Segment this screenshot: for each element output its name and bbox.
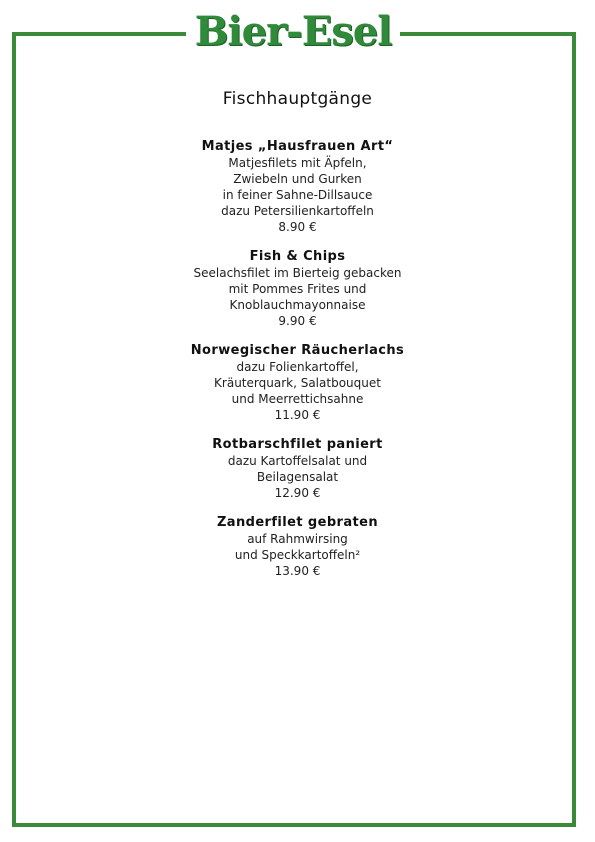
dish-name: Rotbarschfilet paniert bbox=[212, 437, 383, 452]
dish-description-line: dazu Kartoffelsalat und bbox=[227, 454, 368, 468]
dish-description-line: Matjesfilets mit Äpfeln, bbox=[228, 156, 367, 170]
dish-description-line: mit Pommes Frites und bbox=[228, 282, 367, 296]
dish-name: Zanderfilet gebraten bbox=[216, 515, 378, 530]
dish-name: Matjes „Hausfrauen Art“ bbox=[201, 139, 394, 154]
menu-item bbox=[0, 139, 595, 235]
logo bbox=[186, 4, 400, 62]
dish-description-line: in feiner Sahne-Dillsauce bbox=[222, 188, 373, 202]
menu-item bbox=[0, 343, 595, 423]
dish-description-line: und Speckkartoffeln² bbox=[234, 548, 361, 562]
dish-price: 9.90 € bbox=[278, 314, 317, 328]
menu-list bbox=[0, 139, 595, 593]
dish-description-line: auf Rahmwirsing bbox=[247, 532, 348, 546]
dish-description-line: Seelachsfilet im Bierteig gebacken bbox=[193, 266, 402, 280]
dish-description-line: Zwiebeln und Gurken bbox=[233, 172, 362, 186]
dish-description-line: Kräuterquark, Salatbouquet bbox=[214, 376, 381, 390]
dish-description-line: dazu Folienkartoffel, bbox=[236, 360, 359, 374]
dish-price: 12.90 € bbox=[274, 486, 321, 500]
dish-price: 13.90 € bbox=[274, 564, 321, 578]
dish-description-line: dazu Petersilienkartoffeln bbox=[221, 204, 374, 218]
menu-item bbox=[0, 515, 595, 579]
dish-description-line: Beilagensalat bbox=[256, 470, 339, 484]
dish-name: Fish & Chips bbox=[249, 249, 346, 264]
dish-name: Norwegischer Räucherlachs bbox=[190, 343, 405, 358]
menu-item bbox=[0, 249, 595, 329]
dish-price: 11.90 € bbox=[274, 408, 321, 422]
page-title: Fischhauptgänge bbox=[222, 89, 373, 109]
menu-item bbox=[0, 437, 595, 501]
dish-description-line: und Meerrettichsahne bbox=[231, 392, 364, 406]
dish-price: 8.90 € bbox=[278, 220, 317, 234]
logo-text: Bier-Esel bbox=[194, 8, 392, 55]
dish-description-line: Knoblauchmayonnaise bbox=[229, 298, 366, 312]
